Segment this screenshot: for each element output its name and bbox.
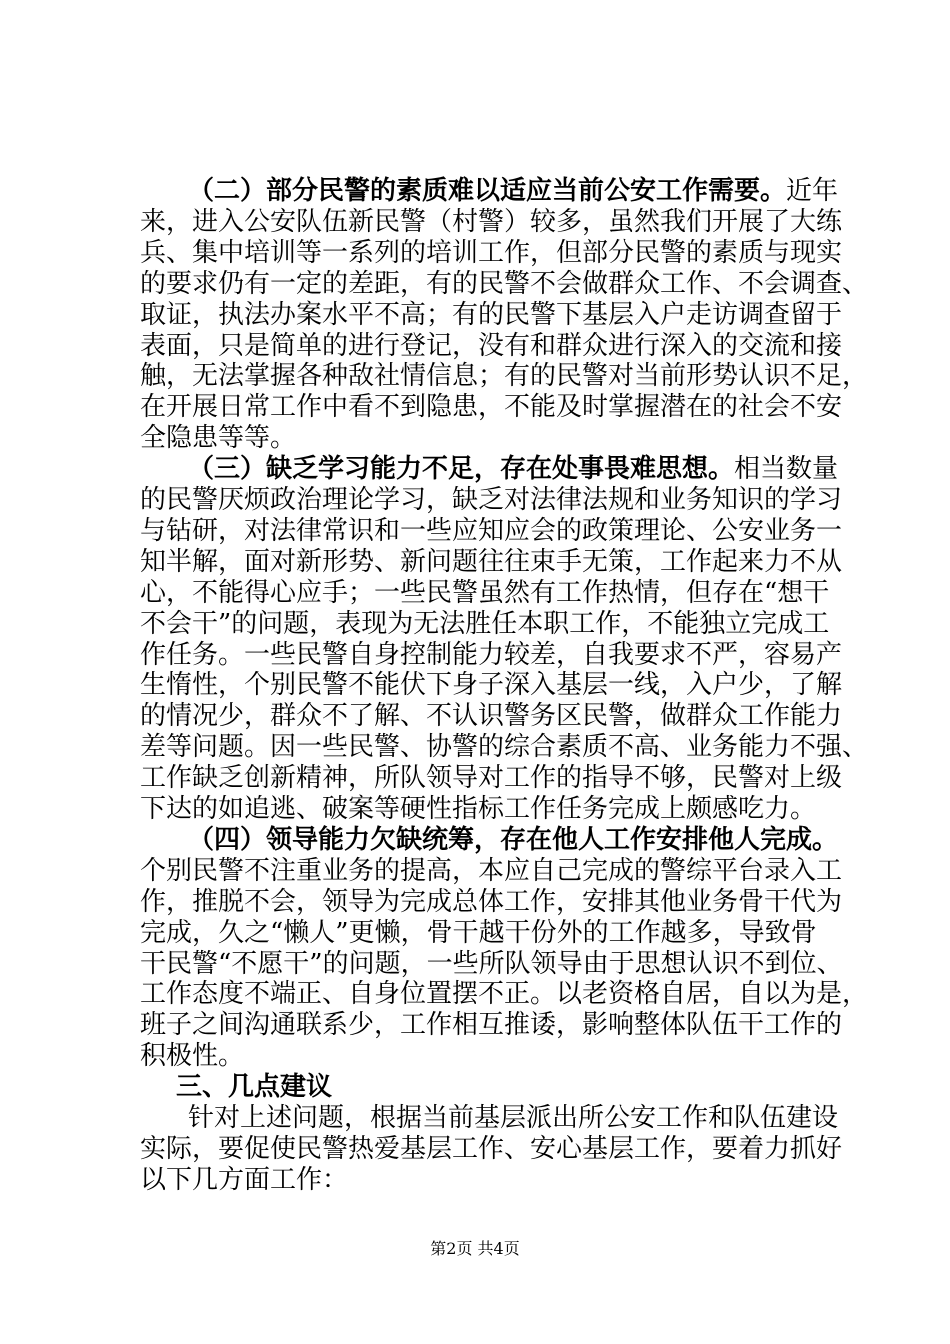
paragraph-line: 触，无法掌握各种敌社情信息；有的民警对当前形势认识不足， (140, 361, 869, 392)
paragraph-line: 以下几方面工作： (140, 1164, 349, 1195)
paragraph-line: 心，不能得心应手；一些民警虽然有工作热情，但存在“想干 (140, 577, 830, 608)
paragraph-line: 表面，只是简单的进行登记，没有和群众进行深入的交流和接 (140, 330, 843, 361)
paragraph-line: 个别民警不注重业务的提高，本应自己完成的警综平台录入工 (140, 855, 843, 886)
paragraph-line: 与钻研，对法律常识和一些应知应会的政策理论、公安业务一 (140, 515, 843, 546)
paragraph-line (188, 454, 838, 484)
paragraph-line: 的民警厌烦政治理论学习，缺乏对法律法规和业务知识的学习 (140, 485, 843, 515)
paragraph-line: 班子之间沟通联系少，工作相互推诿，影响整体队伍干工作的 (140, 1010, 843, 1041)
paragraph-line: 生惰性，个别民警不能伏下身子深入基层一线，入户少，了解 (140, 670, 843, 701)
page-footer: 第2页 共4页 (430, 1239, 520, 1258)
paragraph-line: 完成，久之“懒人”更懒，骨干越干份外的工作越多，导致骨 (140, 917, 817, 948)
paragraph-text: 近年 (786, 176, 839, 206)
part-heading-text: 三、几点建议 (176, 1072, 333, 1103)
paragraph-line: 工作态度不端正、自身位置摆不正。以老资格自居，自以为是， (140, 979, 869, 1010)
paragraph-line: 取证，执法办案水平不高；有的民警下基层入户走访调查留于 (140, 299, 843, 330)
paragraph-line: 作，推脱不会，领导为完成总体工作，安排其他业务骨干代为 (140, 886, 843, 917)
paragraph-line: 积极性。 (140, 1041, 245, 1072)
paragraph-line: 全隐患等等。 (140, 423, 297, 454)
paragraph-line: 不会干”的问题，表现为无法胜任本职工作，不能独立完成工 (140, 608, 830, 639)
part-heading (176, 1072, 332, 1102)
section-heading: （二）部分民警的素质难以适应当前公安工作需要。 (188, 176, 787, 206)
paragraph-line: 兵、集中培训等一系列的培训工作，但部分民警的素质与现实 (140, 237, 843, 268)
paragraph-line (188, 176, 838, 206)
section-heading: （三）缺乏学习能力不足，存在处事畏难思想。 (188, 454, 735, 485)
paragraph-line: 作任务。一些民警自身控制能力较差，自我要求不严，容易产 (140, 639, 843, 670)
paragraph-line: 下达的如追逃、破案等硬性指标工作任务完成上颇感吃力。 (140, 794, 817, 824)
paragraph-line: 差等问题。因一些民警、协警的综合素质不高、业务能力不强、 (140, 732, 869, 763)
paragraph-line: 实际，要促使民警热爱基层工作、安心基层工作，要着力抓好 (140, 1133, 843, 1164)
paragraph-line (188, 825, 838, 855)
paragraph-line: 的要求仍有一定的差距，有的民警不会做群众工作、不会调查、 (140, 268, 869, 299)
section-heading: （四）领导能力欠缺统筹，存在他人工作安排他人完成。 (188, 824, 839, 855)
paragraph-line: 干民警“不愿干”的问题，一些所队领导由于思想认识不到位、 (140, 948, 843, 979)
paragraph-line: 知半解，面对新形势、新问题往往束手无策，工作起来力不从 (140, 546, 843, 577)
paragraph-text: 相当数量 (734, 454, 839, 485)
paragraph-line: 在开展日常工作中看不到隐患，不能及时掌握潜在的社会不安 (140, 392, 843, 423)
paragraph-line: 针对上述问题，根据当前基层派出所公安工作和队伍建设 (188, 1103, 839, 1133)
paragraph-line: 工作缺乏创新精神，所队领导对工作的指导不够，民警对上级 (140, 763, 843, 794)
paragraph-line: 来，进入公安队伍新民警（村警）较多，虽然我们开展了大练 (140, 206, 843, 237)
paragraph-line: 的情况少，群众不了解、不认识警务区民警，做群众工作能力 (140, 701, 843, 732)
